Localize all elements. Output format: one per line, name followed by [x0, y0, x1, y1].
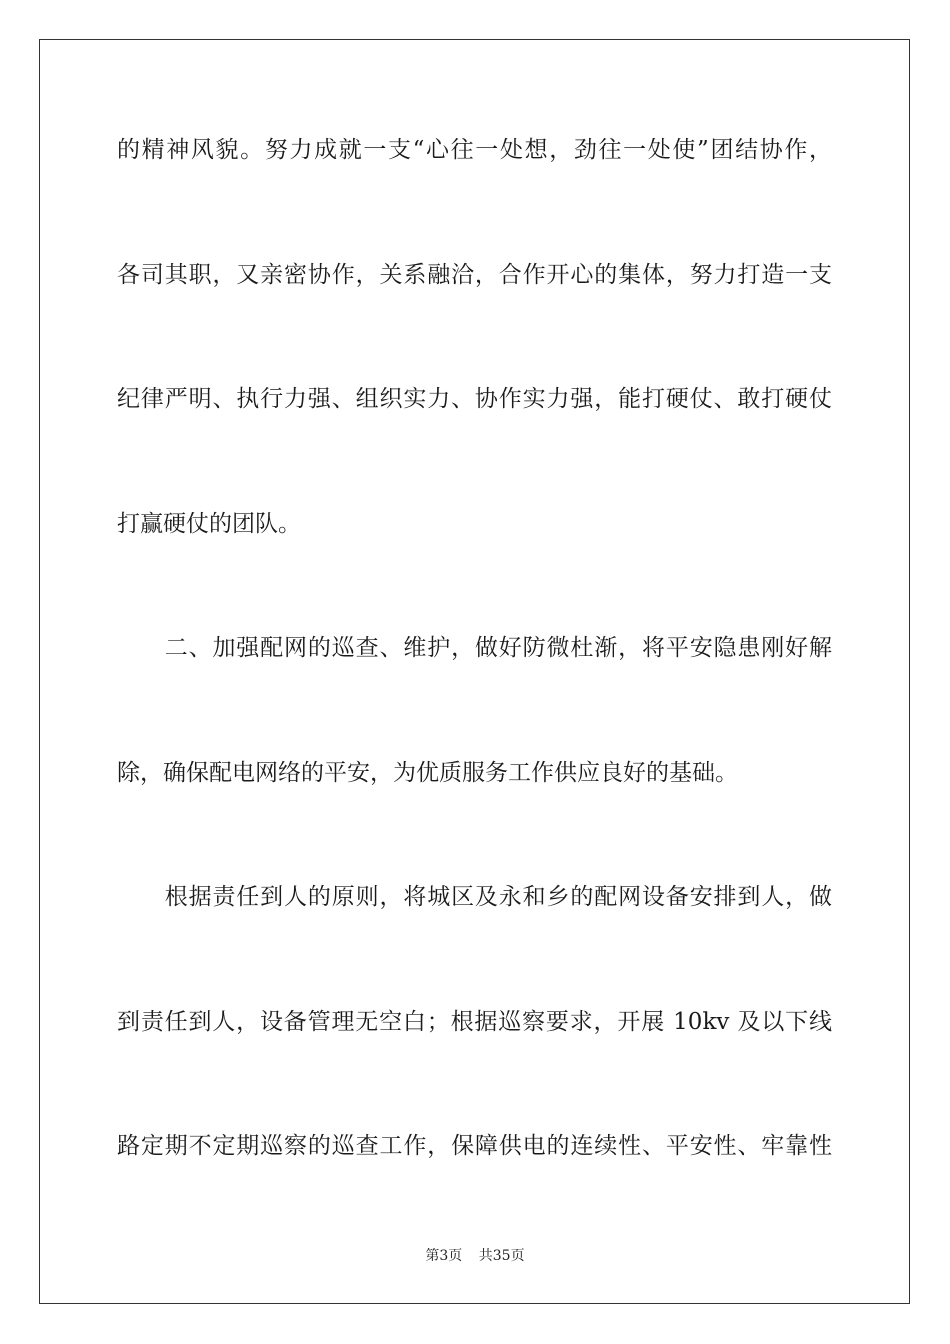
page-total: 共35页: [478, 1248, 525, 1264]
text-line-6: 除，确保配电网络的平安，为优质服务工作供应良好的基础。: [117, 760, 738, 786]
page-footer: [0, 1247, 950, 1265]
text-line-2: 各司其职，又亲密协作，关系融洽，合作开心的集体，努力打造一支: [117, 262, 832, 288]
text-line-4: 打赢硬仗的团队。: [117, 511, 301, 537]
text-line-1: 的精神风貌。努力成就一支“心往一处想，劲往一处使”团结协作，: [117, 137, 832, 163]
text-line-8: 到责任到人，设备管理无空白；根据巡察要求，开展 10kv 及以下线: [117, 1009, 832, 1035]
text-line-5: 二、加强配网的巡查、维护，做好防微杜渐，将平安隐患刚好解: [117, 635, 832, 661]
text-line-3: 纪律严明、执行力强、组织实力、协作实力强，能打硬仗、敢打硬仗: [117, 386, 832, 412]
text-line-7: 根据责任到人的原则，将城区及永和乡的配网设备安排到人，做: [117, 884, 832, 910]
page-border: [39, 39, 910, 1304]
text-line-9: 路定期不定期巡察的巡查工作，保障供电的连续性、平安性、牢靠性: [117, 1133, 832, 1159]
page-number: 第3页: [425, 1248, 463, 1264]
